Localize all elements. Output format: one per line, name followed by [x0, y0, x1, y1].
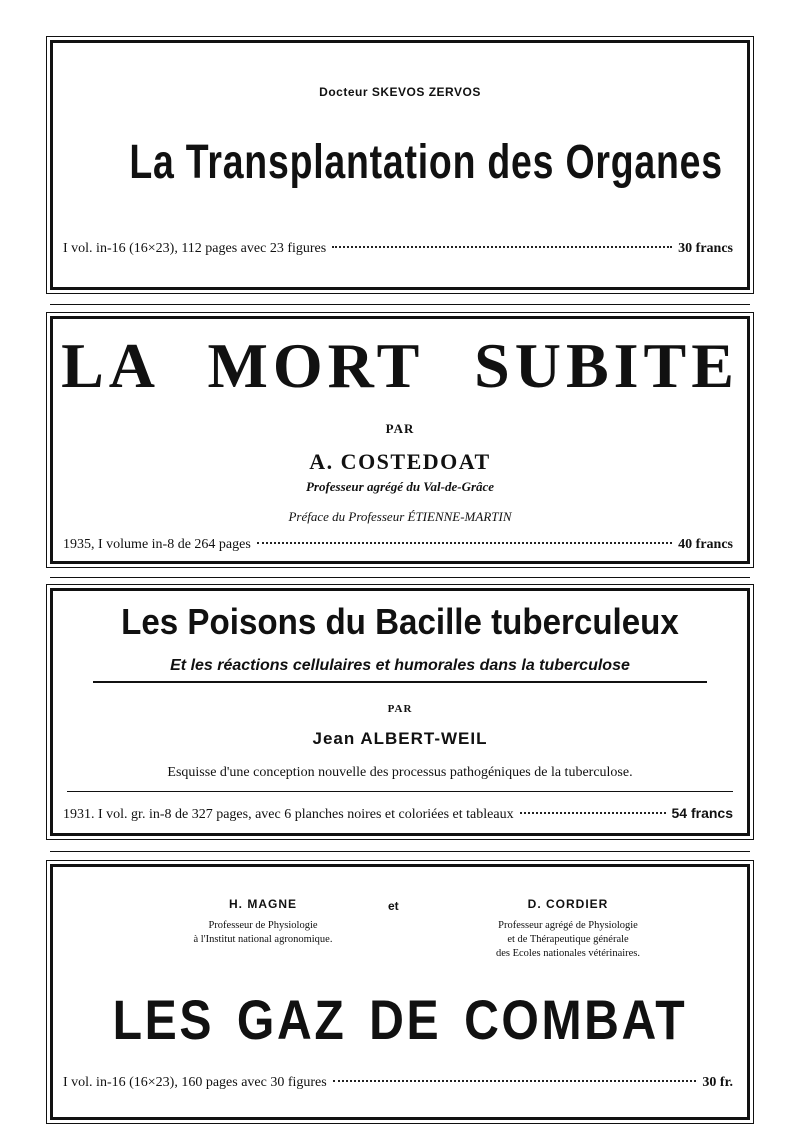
- price-line: [63, 241, 733, 257]
- dot-leader: [332, 246, 672, 248]
- author-name: Docteur SKEVOS ZERVOS: [319, 85, 481, 99]
- author-title-line: à l'Institut national agronomique.: [193, 934, 333, 945]
- par-label: PAR: [385, 421, 415, 436]
- book-price: 54 francs: [671, 805, 733, 821]
- book-subtitle: Et les réactions cellulaires et humorales dans la tuberculose: [170, 657, 630, 674]
- book-details: I vol. in-16 (16×23), 112 pages avec 23 figures: [63, 241, 327, 256]
- price-line: [63, 537, 733, 553]
- price-line: [63, 805, 733, 823]
- book-title: LES GAZ DE COMBAT: [112, 988, 688, 1051]
- dot-leader: [520, 812, 666, 814]
- book-description: Esquisse d'une conception nouvelle des processus pathogéniques de la tuberculose.: [167, 765, 633, 780]
- book-title: La Transplantation des Organes: [129, 136, 723, 189]
- book-price: 30 francs: [678, 241, 733, 256]
- book-title: LA MORT SUBITE: [61, 330, 739, 401]
- separator: [50, 304, 750, 305]
- conjunction: et: [388, 899, 399, 913]
- author-right: [438, 897, 698, 961]
- ad-mort-subite: [50, 316, 750, 564]
- book-price: 30 fr.: [702, 1075, 733, 1090]
- separator: [50, 577, 750, 578]
- author-name: A. COSTEDOAT: [309, 449, 491, 474]
- book-price: 40 francs: [678, 537, 733, 552]
- author-left: [133, 897, 393, 947]
- dot-leader: [257, 542, 672, 544]
- book-title: Les Poisons du Bacille tuberculeux: [121, 601, 679, 642]
- author-title-line: et de Thérapeutique générale: [507, 934, 629, 945]
- author-name: D. CORDIER: [527, 897, 609, 911]
- ad-poisons-bacille: [50, 588, 750, 836]
- book-details: 1931. I vol. gr. in-8 de 327 pages, avec 6 planches noires et coloriées et tableaux: [63, 807, 514, 822]
- ad-transplantation: [50, 40, 750, 290]
- author-title-line: Professeur agrégé de Physiologie: [498, 920, 638, 931]
- par-label: PAR: [387, 703, 413, 715]
- author-name: H. MAGNE: [229, 897, 297, 911]
- book-details: I vol. in-16 (16×23), 160 pages avec 30 figures: [63, 1075, 327, 1090]
- ad-gaz-de-combat: [50, 864, 750, 1120]
- author-name: Jean ALBERT-WEIL: [312, 729, 488, 748]
- preface-credit: Préface du Professeur ÉTIENNE-MARTIN: [288, 509, 512, 524]
- author-title-line: des Ecoles nationales vétérinaires.: [495, 948, 641, 959]
- author-role: Professeur agrégé du Val-de-Grâce: [305, 479, 495, 494]
- subtitle-rule: [93, 681, 707, 683]
- separator: [50, 851, 750, 852]
- details-rule: [67, 791, 733, 792]
- dot-leader: [333, 1080, 697, 1082]
- price-line: [63, 1075, 733, 1091]
- book-details: 1935, I volume in-8 de 264 pages: [63, 537, 251, 552]
- author-title-line: Professeur de Physiologie: [208, 920, 318, 931]
